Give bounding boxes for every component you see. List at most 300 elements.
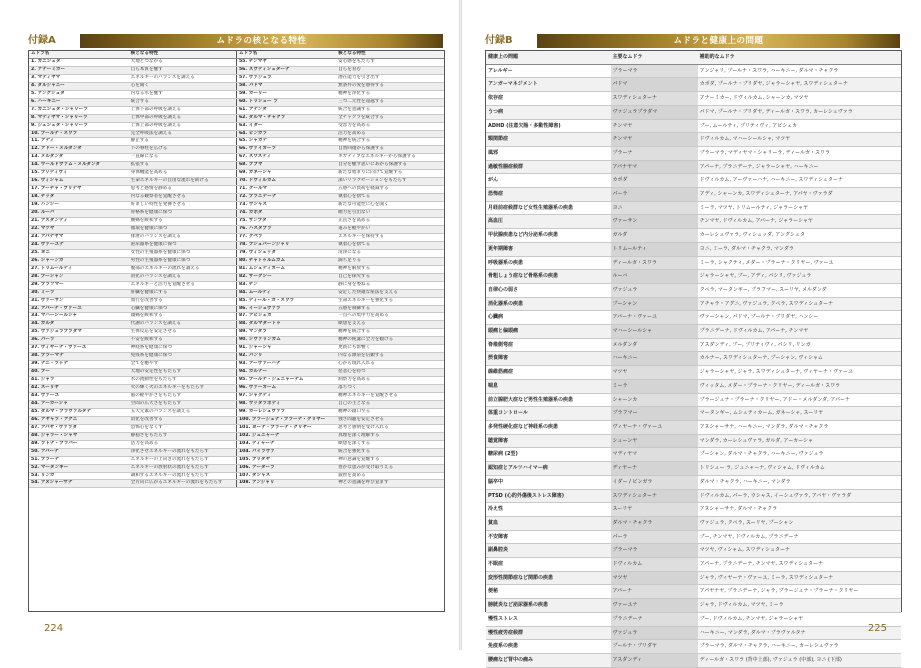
table-row (486, 475, 901, 489)
mudra-trait: 好ましい特性を発揮させる (129, 202, 237, 210)
table-row (29, 98, 444, 106)
health-problem: 不眠症 (486, 558, 611, 572)
mudra-trait: 生命エネルギーを強化する (336, 297, 444, 305)
mudra-trait: 統合を強化する (336, 448, 444, 456)
table-row (29, 400, 444, 408)
mudra-trait: 執着心を捨てる (336, 241, 444, 249)
health-problem: 糖尿病 (2型) (486, 448, 611, 462)
supporting-mudras: アヌシャーサナ, ダルマ・チャクラ (698, 503, 901, 517)
table-row (29, 408, 444, 416)
table-row (486, 599, 901, 613)
mudra-name: 66. ヴァイカーラ (236, 146, 336, 154)
mudra-name: 100. プラージュナ・プラーナ・クリヤー (236, 416, 336, 424)
table-row (29, 249, 444, 257)
health-problem: 消化器系の疾患 (486, 297, 611, 311)
main-mudra: プラフマー (611, 407, 698, 421)
table-row (486, 420, 901, 434)
table-row (486, 64, 901, 78)
mudra-trait: 新たな可能性に心を開く (336, 202, 444, 210)
mudra-trait: 静止する (129, 138, 237, 146)
mudra-name: 101. ヨーナ・プラーナ・クリヤー (236, 424, 336, 432)
health-problem: 月経前症候群など女性生殖器系の疾患 (486, 201, 611, 215)
table-row (486, 352, 901, 366)
supporting-mudras: チンマヤ, ドヴィルカム, アパーナ, ジャラーシャヤ (698, 215, 901, 229)
mudra-trait: 空間の広大さをもたらす (129, 400, 237, 408)
mudra-trait: 上体中部の呼吸を調える (129, 114, 237, 122)
main-mudra: ヴァーユナ (611, 599, 698, 613)
mudra-name: 105. ブリダヤ (236, 456, 336, 464)
supporting-mudras: ミーラ, シャクティ, メダー・プラーナ・クリヤー, ヴァーユ (698, 256, 901, 270)
table-row (29, 337, 444, 345)
mudra-trait: エネルギーの上向きの流れをもたらす (129, 456, 237, 464)
table-row (486, 407, 901, 421)
health-problem: 不安障害 (486, 530, 611, 544)
health-problem: がん (486, 174, 611, 188)
mudra-name: 108. アンジャリ (236, 480, 336, 488)
mudra-name: 102. ジュニャーナ (236, 432, 336, 440)
table-row (29, 146, 444, 154)
table-row (486, 612, 901, 626)
mudra-trait: 消化のバランスを調える (129, 273, 237, 281)
mudra-name: 73. ウシャス (236, 202, 336, 210)
table-row (486, 160, 901, 174)
health-problem: 副鼻腔炎 (486, 544, 611, 558)
mudra-trait: 腰痛を緩和する (129, 218, 237, 226)
mudra-name: 50. アパーナ (29, 448, 129, 456)
mudra-name: 64. ピンガラ (236, 130, 336, 138)
mudra-name: 8. マディヤマ・シャリーラ (29, 114, 129, 122)
mudra-name: 15. プリティヴィ (29, 170, 129, 178)
mudra-trait: 自己を探究する (336, 273, 444, 281)
mudra-name: 70. ドヴィルカム (236, 178, 336, 186)
appendix-label: 付録B (485, 35, 513, 46)
table-row (486, 133, 901, 147)
supporting-mudras: カポダ, プールナ・ブリダヤ, ジャラーシャヤ, スワディシュターナ (698, 78, 901, 92)
mudra-name: 57. ヴァジュラ (236, 74, 336, 82)
table-row (486, 256, 901, 270)
health-problem: 線維筋痛症 (486, 366, 611, 380)
main-mudra: ガルダ (611, 229, 698, 243)
health-problem: 腰痛など背中の痛み (486, 653, 611, 667)
supporting-mudras: ミーラ, マツヤ, トリムールティ, ジャラーシャヤ (698, 201, 901, 215)
health-problem: 骨粗しょう症など骨格系の疾患 (486, 270, 611, 284)
supporting-mudras: ジャラ, ドヴィルカム, マツヤ, ミーラ (698, 599, 901, 613)
mudra-trait: 内なる水を癒す (129, 90, 237, 98)
table-row (486, 297, 901, 311)
health-problem: 多発性硬化症など神経系の疾患 (486, 420, 611, 434)
main-mudra: マハーシールシャ (611, 325, 698, 339)
supporting-mudras: プラージュナ・プラーナ・クリヤー, アドー・メルダンダ, アパーナ (698, 393, 901, 407)
mudra-name: 67. スワスティ (236, 154, 336, 162)
table-row (486, 366, 901, 380)
main-mudra: ドヴィルカム (611, 558, 698, 572)
mudra-name: 54. アヌシャーサナ (29, 480, 129, 488)
mudra-name: 79. ヴィシュッダ (236, 249, 336, 257)
main-mudra: ヴァジュラ (611, 626, 698, 640)
supporting-mudras: ブー, ムールティ, プリティヴィ, アビシェカ (698, 119, 901, 133)
mudra-trait: 肝臓を健康にする (129, 289, 237, 297)
table-row (29, 321, 444, 329)
mudra-trait: 排泄のバランスを調える (129, 233, 237, 241)
mudra-name: 33. マハーシールシャ (29, 313, 129, 321)
mudra-name: 93. アーヴァーハナ (236, 361, 336, 369)
mudra-name: 96. ヴァーカーム (236, 385, 336, 393)
mudra-name: 23. アパナヤマ (29, 233, 129, 241)
mudra-trait: 真理を深く理解する (336, 432, 444, 440)
health-problem: 聴覚障害 (486, 434, 611, 448)
mudra-trait: 一直線になる (129, 154, 237, 162)
mudra-trait: 浄化させエネルギーの流れをもたらす (129, 448, 237, 456)
table-row (29, 313, 444, 321)
health-problem: 依存症 (486, 92, 611, 106)
mudra-trait: 一点への集中力を高める (336, 313, 444, 321)
main-mudra: パーラ (611, 530, 698, 544)
supporting-mudras: クペラ, マータンギー, プラフマー, スーリヤ, メルダンダ (698, 283, 901, 297)
table-row (486, 105, 901, 119)
main-mudra: イダー / ピンガラ (611, 475, 698, 489)
table-row (29, 66, 444, 74)
supporting-mudras: ジャラーシャヤ, ジャラ, スワディシュターナ, ヴィヤーナ・ヴァーユ (698, 366, 901, 380)
mudra-trait: 五感を制御する (336, 305, 444, 313)
table-row (486, 640, 901, 654)
supporting-mudras: ヴァーシャン, パドマ, ブールナ・ブリダヤ, ハンシー (698, 311, 901, 325)
table-row (29, 265, 444, 273)
table-row (29, 186, 444, 194)
table-row (29, 281, 444, 289)
mudra-name: 84. ムールティ (236, 289, 336, 297)
mudra-trait: 瞑想を支える (336, 321, 444, 329)
mudra-trait: 叡智を高める (336, 472, 444, 480)
supporting-mudras: プラーマラ, マディヤマ・シャリーラ, ディールガ・スワラ (698, 146, 901, 160)
mudra-trait: 心を開く (129, 82, 237, 90)
mudra-name: 4. タルジャニー (29, 82, 129, 90)
mudra-name: 28. プーシャン (29, 273, 129, 281)
table-row (29, 448, 444, 456)
table-row (486, 325, 901, 339)
table-row (486, 379, 901, 393)
mudra-trait: 拡張する (129, 162, 237, 170)
table-row (29, 241, 444, 249)
mudra-name: 45. ダルマ・プラヴァルタナ (29, 408, 129, 416)
mudra-trait: ネガティブなエネルギーから保護する (336, 154, 444, 162)
table-row (29, 82, 444, 90)
header-name: ムドラ名 (29, 51, 129, 58)
mudra-trait: 内なる源泉を信頼する (336, 353, 444, 361)
health-problem: 呼吸器系の疾患 (486, 256, 611, 270)
mudra-trait: 水の流動性をもたらす (129, 377, 237, 385)
appendix-b-header (485, 34, 900, 48)
health-problem: 脳卒中 (486, 475, 611, 489)
mudra-traits-table (28, 50, 445, 612)
mudra-trait: 満ち足りる (336, 257, 444, 265)
mudra-trait: 五大元素のバランスを調える (129, 408, 237, 416)
mudra-trait: 循環を健康に保つ (129, 225, 237, 233)
mudra-name: 38. プラーマナ (29, 353, 129, 361)
mudra-name: 94. カルナー (236, 369, 336, 377)
mudra-trait: 骨格系を健康に保つ (129, 210, 237, 218)
main-mudra: ダルマ・チャクラ (611, 516, 698, 530)
mudra-trait: 三つ二元性を超越する (336, 98, 444, 106)
table-row (29, 464, 444, 472)
table-row (29, 202, 444, 210)
mudra-name: 27. トリムールティ (29, 265, 129, 273)
mudra-trait: 統合を意識する (336, 106, 444, 114)
mudra-name: 99. カーレシュヴァラ (236, 408, 336, 416)
supporting-mudras: プラーマラ, ダルマ・チャクラ, ハーキニー, カーレシュヴァラ (698, 640, 901, 654)
health-problem: 更年期障害 (486, 242, 611, 256)
table-row (486, 653, 901, 667)
mudra-name: 44. アーカーシャ (29, 400, 129, 408)
health-problem: アンガーマネジメント (486, 78, 611, 92)
mudra-name: 17. ブーチャ・プリデヤ (29, 186, 129, 194)
table-row (29, 432, 444, 440)
table-row (486, 119, 901, 133)
page-number: 224 (44, 623, 64, 634)
header-supporting-mudra: 補助的なムドラ (698, 51, 901, 64)
mudra-name: 7. カニシュタ・シャリーラ (29, 106, 129, 114)
table-row (29, 385, 444, 393)
supporting-mudras: アヌシャーサナ, ハーキニー, マンダラ, ダルマ・チャクラ (698, 420, 901, 434)
mudra-trait: エネルギーを保持する (336, 233, 444, 241)
mudra-name: 39. ナニ・ラトナ (29, 361, 129, 369)
health-problem: 風邪 (486, 146, 611, 160)
mudra-trait: 血行を改善する (129, 297, 237, 305)
mudra-name: 56. スヴディシュターナ (236, 66, 336, 74)
mudra-trait: 受容力を高める (336, 122, 444, 130)
mudra-trait: 思考と感情を静める (129, 186, 237, 194)
supporting-mudras: トリシュー ラ, ジュニャーナ, ヴィシャム, ドヴィルカム (698, 462, 901, 476)
health-problem: 便秘 (486, 585, 611, 599)
table-row (29, 424, 444, 432)
table-row (29, 225, 444, 233)
main-mudra: メルダンダ (611, 338, 698, 352)
mudra-name: 32. アパーナ・ヴァーユ (29, 305, 129, 313)
table-row (486, 516, 901, 530)
mudra-trait: 神経系を健康に保つ (129, 345, 237, 353)
mudra-trait: 泌尿器系を健康に保つ (129, 241, 237, 249)
mudra-name: 16. ヴィシャム (29, 178, 129, 186)
mudra-name: 97. シャクティ (236, 392, 336, 400)
mudra-trait: 静穏さをもたらす (129, 432, 237, 440)
mudra-trait: 男性の生殖器系を健康に保つ (129, 257, 237, 265)
mudra-trait: 安定した快適な座法を支える (336, 289, 444, 297)
mudra-name: 62. ダルマ・チャクラ (236, 114, 336, 122)
supporting-mudras: アパヤナヤ, プラニデーナ, ジャラ, プラージュナ・プラーナ・クリヤー (698, 585, 901, 599)
mudra-trait: 活力を高める (129, 440, 237, 448)
supporting-mudras: マツヤ, ヴィシャム, スワディシュターナ (698, 544, 901, 558)
health-problem: 脊椎側弯症 (486, 338, 611, 352)
mudra-trait: 自己の主となる (336, 400, 444, 408)
mudra-name: 74. カポダ (236, 210, 336, 218)
mudra-name: 31. ヴァーサン (29, 297, 129, 305)
supporting-mudras: ドヴィルカム, アーヴァーハナ, ハーキニー, スワディシュターナ (698, 174, 901, 188)
mudra-name: 51. プラーナ (29, 456, 129, 464)
mudra-trait: 精神を統合する (336, 329, 444, 337)
main-mudra: プールナ・ブリダヤ (611, 640, 698, 654)
supporting-mudras: ジャラ, ヴィヤーナ・ヴァーユ, ミーラ, スワディシュターナ (698, 571, 901, 585)
table-row (29, 90, 444, 98)
mudra-name: 89. マンダラ (236, 329, 336, 337)
mudra-name: 18. チッタ (29, 194, 129, 202)
health-problem: 前立腺肥大症など男性生殖器系の疾患 (486, 393, 611, 407)
mudra-name: 68. ブブヤ (236, 162, 336, 170)
table-row (29, 154, 444, 162)
table-row (486, 78, 901, 92)
mudra-trait: 完全呼吸法を調える (129, 130, 237, 138)
mudra-name: 47. アパヤ・ヴァラダ (29, 424, 129, 432)
mudra-trait: 全てを癒やす (129, 361, 237, 369)
mudra-trait: 自ら本質を癒す (129, 66, 237, 74)
mudra-name: 9. ジェシュタ・シャリーラ (29, 122, 129, 130)
supporting-mudras: アナーミカー, ドヴィルカム, シャーンカ, マツヤ (698, 92, 901, 106)
table-row (29, 305, 444, 313)
health-problem: 恐怖症 (486, 188, 611, 202)
mudra-trait: エネルギーの放射状の流れをもたらす (129, 464, 237, 472)
mudra-trait: 上体下部の呼吸を調える (129, 106, 237, 114)
table-row (29, 138, 444, 146)
mudra-name: 92. パンリ (236, 353, 336, 361)
table-row (29, 353, 444, 361)
mudra-name: 103. ディャーナ (236, 440, 336, 448)
mudra-name: 86. イーシュヴァラ (236, 305, 336, 313)
mudra-trait: 自分を癒す思いにあから保護する (336, 162, 444, 170)
mudra-name: 5. アングシュタ (29, 90, 129, 98)
health-problem: 甲状腺疾患など内分泌系の疾患 (486, 229, 611, 243)
mudra-name: 48. ジャラー・シャヤ (29, 432, 129, 440)
supporting-mudras: アスダンディ, ブー, プリティヴィ, パシリ, リンガ (698, 338, 901, 352)
mudra-trait: 頭痛を緩和する (129, 313, 237, 321)
supporting-mudras: アンジャリ, プールナ・スワラ, ハーキニー, ダルマ・チャクラ (698, 64, 901, 78)
mudra-trait: 慈悲心を持つ (336, 369, 444, 377)
supporting-mudras: ディールガ・スワラ (背中上部), ヴァジュラ (中部), ヨニ (下部) (698, 653, 901, 667)
main-mudra: スワディシュターナ (611, 92, 698, 106)
supporting-mudras: カルナー, スワディシュターナ, プーシャン, ヴィシャム (698, 352, 901, 366)
mudra-trait: エネルギーのバランスを調える (129, 74, 237, 82)
mudra-name: 107. ダシャス (236, 472, 336, 480)
table-row (29, 440, 444, 448)
mudra-trait: 大地とつながる (129, 58, 237, 66)
main-mudra: アスダンディ (611, 653, 698, 667)
table-row (486, 434, 901, 448)
mudra-name: 3. マディヤマ (29, 74, 129, 82)
mudra-trait: 五感への負荷を軽減する (336, 186, 444, 194)
mudra-trait: 執着心を捨てる (336, 194, 444, 202)
health-problem: 自律心の弱さ (486, 283, 611, 297)
mudra-trait: 無条件の愛を感得する (336, 82, 444, 90)
table-row (486, 544, 901, 558)
supporting-mudras: ブー, ドヴィルカム, チンマヤ, ジャラーシャヤ (698, 612, 901, 626)
main-mudra: チンマヤ (611, 119, 698, 133)
supporting-mudras: アパーナ, プラニデーナ, チンマヤ, スワディシュターナ (698, 558, 901, 572)
header-problem: 健康上の問題 (486, 51, 611, 64)
mudra-name: 72. プラニデーナ (236, 194, 336, 202)
table-row (29, 480, 444, 488)
mudra-name: 36. パーラ (29, 337, 129, 345)
health-problem: PTSD (心的外傷後ストレス障害) (486, 489, 611, 503)
supporting-mudras: ダルマ・チャクラ, ハーキニー, マンダラ (698, 475, 901, 489)
table-row (486, 393, 901, 407)
main-mudra: シャーンカ (611, 393, 698, 407)
mudra-name: 87. アビシェカ (236, 313, 336, 321)
health-problem: 頸関節症 (486, 133, 611, 147)
table-row (486, 530, 901, 544)
right-page (461, 0, 921, 663)
mudra-name: 95. プールナ・ジュニャーナム (236, 377, 336, 385)
health-problem: 変形性関節症など関節の疾患 (486, 571, 611, 585)
supporting-mudras: マンダラ, カーレシュヴァラ, ガルダ, アーカーシャ (698, 434, 901, 448)
table-row (486, 585, 901, 599)
supporting-mudras: カーレシュヴァラ, ヴィシュッダ, アングシュタ (698, 229, 901, 243)
health-problem: 喘息 (486, 379, 611, 393)
table-row (29, 210, 444, 218)
mudra-trait: 不安を緩和する (129, 337, 237, 345)
mudra-trait: 深いリラクゼーションをもたらす (336, 178, 444, 186)
mudra-name: 60. トリシュー ラ (236, 98, 336, 106)
header-trait: 核となる特性 (336, 51, 444, 58)
mudra-trait: 内なる観察者を覚醒させる (129, 194, 237, 202)
mudra-name: 21. アスダンディ (29, 218, 129, 226)
mudra-name: 1. カニシュタ (29, 58, 129, 66)
mudra-name: 11. アディ (29, 138, 129, 146)
mudra-trait: 恐怖心をなくす (129, 424, 237, 432)
supporting-mudras: ドヴィルカム, パーラ, ウシャス, イーシュヴァラ, アバヤ・ヴァラダ (698, 489, 901, 503)
main-mudra: パドマ (611, 78, 698, 92)
table-row (29, 273, 444, 281)
table-row (486, 503, 901, 517)
mudra-name: 43. ヴァーユ (29, 392, 129, 400)
mudra-name: 90. シヴァリンガム (236, 337, 336, 345)
mudra-name: 78. ブシュパーンジャリ (236, 241, 336, 249)
mudra-trait: 女性の生殖器系を健康に保つ (129, 249, 237, 257)
mudra-name: 22. マツヤ (29, 225, 129, 233)
main-mudra: プラーマラ (611, 544, 698, 558)
mudra-trait: 上体上部の呼吸を調える (129, 122, 237, 130)
table-row (486, 311, 901, 325)
health-problem: うつ病 (486, 105, 611, 119)
mudra-name: 24. ヴァーユナ (29, 241, 129, 249)
table-row (29, 289, 444, 297)
mudra-trait: 腹部のエネルギーの流れを調える (129, 265, 237, 273)
supporting-mudras: プラニデーナ, ドヴィルカム, アパーナ, チンマヤ (698, 325, 901, 339)
mudra-name: 71. クールマ (236, 186, 336, 194)
supporting-mudras: ブー, チンマヤ, ドヴィルカム, プラニデーナ (698, 530, 901, 544)
table-row (486, 229, 901, 243)
main-mudra: ディヤーナ (611, 462, 698, 476)
supporting-mudras: ヴァジュラ, クペラ, スーリヤ, プーシャン (698, 516, 901, 530)
mudra-name: 61. アナンダ (236, 106, 336, 114)
mudra-name: 2. アナーミカー (29, 66, 129, 74)
mudra-name: 59. カーリー (236, 90, 336, 98)
main-mudra: アパナヤマ (611, 160, 698, 174)
health-problem: 膀胱炎など泌尿器系の疾患 (486, 599, 611, 613)
mudra-name: 6. ハーキニー (29, 98, 129, 106)
title-bar (537, 34, 900, 48)
table-row (29, 178, 444, 186)
mudra-trait: 下の脊柱を広げる (129, 146, 237, 154)
table-row (29, 106, 444, 114)
mudra-trait: 生命エネルギーの自由な流れを助ける (129, 178, 237, 186)
table-row (486, 270, 901, 284)
mudra-name: 58. パドマ (236, 82, 336, 90)
table-row (29, 257, 444, 265)
main-mudra: マツヤ (611, 366, 698, 380)
mudra-trait: 瞑想を深くする (336, 440, 444, 448)
mudra-name: 65. シャカテ (236, 138, 336, 146)
mudra-name: 46. アヤャラ・アグニ (29, 416, 129, 424)
main-mudra: プラーナ (611, 146, 698, 160)
mudra-trait: 贈力を引出ない (336, 210, 444, 218)
table-row (486, 174, 901, 188)
